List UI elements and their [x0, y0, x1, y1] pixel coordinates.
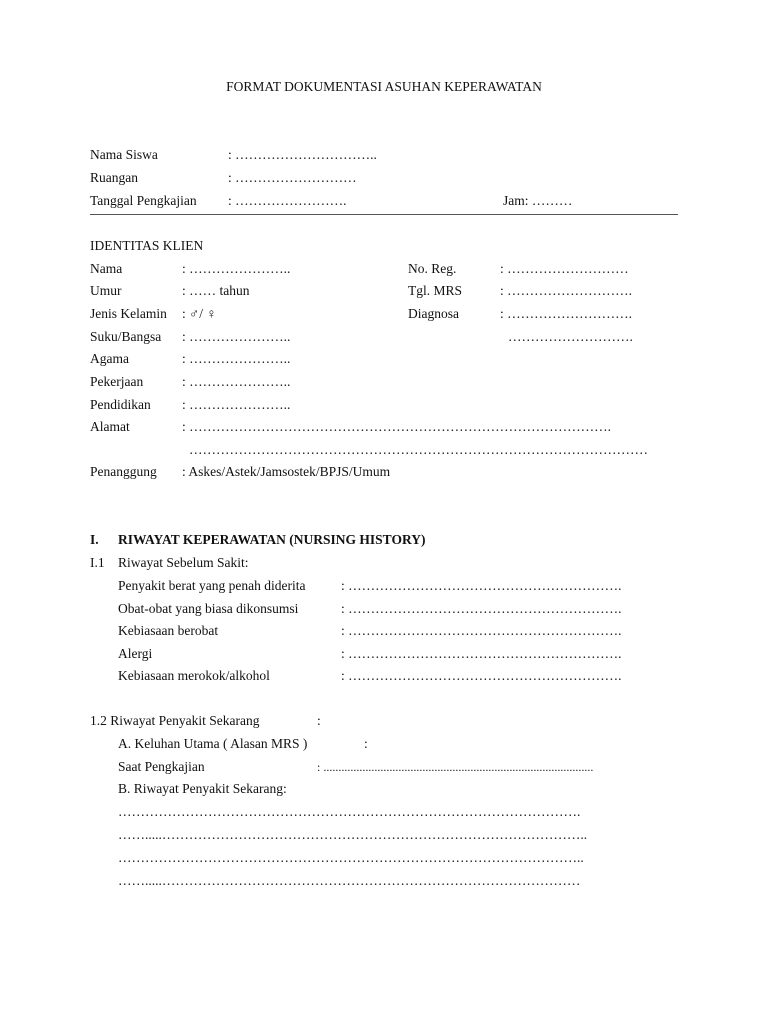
penyakit-berat-label: Penyakit berat yang penah diderita	[118, 578, 306, 593]
pekerjaan-label: Pekerjaan	[90, 374, 144, 389]
subsection-1-1-heading: Riwayat Sebelum Sakit:	[118, 555, 249, 570]
subsection-1-2-heading: 1.2 Riwayat Penyakit Sekarang	[90, 713, 260, 728]
pendidikan-label: Pendidikan	[90, 397, 151, 412]
alamat-label: Alamat	[90, 419, 130, 434]
nama-field[interactable]: : …………………..	[182, 261, 291, 276]
riwayat-penyakit-sekarang-label: B. Riwayat Penyakit Sekarang:	[118, 781, 287, 796]
riwayat-line-2[interactable]: …….....…………………………………………………………………………………..	[118, 827, 588, 842]
penanggung-field[interactable]: : Askes/Astek/Jamsostek/BPJS/Umum	[182, 464, 391, 479]
saat-pengkajian-field[interactable]: : ..........................................................................................	[317, 760, 594, 774]
section-1-heading: RIWAYAT KEPERAWATAN (NURSING HISTORY)	[118, 532, 426, 547]
jenis-kelamin-label: Jenis Kelamin	[90, 306, 167, 321]
nama-siswa-field[interactable]: : …………………………..	[228, 147, 377, 162]
nama-siswa-label: Nama Siswa	[90, 147, 158, 162]
jenis-kelamin-field[interactable]: : ♂/ ♀	[182, 306, 217, 321]
jam-field[interactable]: Jam: ………	[503, 193, 573, 208]
nama-label: Nama	[90, 261, 123, 276]
alamat-field[interactable]: : ………………………………………………………………………………….	[182, 419, 612, 434]
agama-label: Agama	[90, 351, 129, 366]
section-1-number: I.	[90, 532, 99, 547]
merokok-label: Kebiasaan merokok/alkohol	[118, 668, 270, 683]
riwayat-line-4[interactable]: …….....…………………………………………………………………………………	[118, 873, 581, 888]
kebiasaan-berobat-field[interactable]: : …………………………………………………….	[341, 623, 622, 638]
obat-field[interactable]: : …………………………………………………….	[341, 601, 622, 616]
tanggal-pengkajian-field[interactable]: : …………………….	[228, 193, 347, 208]
suku-bangsa-label: Suku/Bangsa	[90, 329, 162, 344]
alamat-field-line-2[interactable]: …………………………………………………………………………………………	[189, 442, 648, 457]
ruangan-label: Ruangan	[90, 170, 138, 185]
keluhan-utama-label: A. Keluhan Utama ( Alasan MRS )	[118, 736, 308, 751]
alergi-label: Alergi	[118, 646, 153, 661]
no-reg-label: No. Reg.	[408, 261, 457, 276]
umur-label: Umur	[90, 283, 122, 298]
identitas-heading: IDENTITAS KLIEN	[90, 238, 204, 253]
saat-pengkajian-label: Saat Pengkajian	[118, 759, 205, 774]
diagnosa-label: Diagnosa	[408, 306, 459, 321]
subsection-1-2-colon: :	[317, 713, 321, 728]
pendidikan-field[interactable]: : …………………..	[182, 397, 291, 412]
tgl-mrs-label: Tgl. MRS	[408, 283, 463, 298]
form-title: FORMAT DOKUMENTASI ASUHAN KEPERAWATAN	[226, 79, 542, 94]
alergi-field[interactable]: : …………………………………………………….	[341, 646, 622, 661]
keluhan-utama-colon: :	[364, 736, 368, 751]
riwayat-line-3[interactable]: …………………………………………………………………………………………..	[118, 850, 584, 865]
tanggal-pengkajian-label: Tanggal Pengkajian	[90, 193, 197, 208]
kebiasaan-berobat-label: Kebiasaan berobat	[118, 623, 219, 638]
penyakit-berat-field[interactable]: : …………………………………………………….	[341, 578, 622, 593]
penanggung-label: Penanggung	[90, 464, 157, 479]
obat-label: Obat-obat yang biasa dikonsumsi	[118, 601, 299, 616]
suku-bangsa-field[interactable]: : …………………..	[182, 329, 291, 344]
pekerjaan-field[interactable]: : …………………..	[182, 374, 291, 389]
header-divider	[90, 214, 678, 215]
umur-field[interactable]: : …… tahun	[182, 283, 250, 298]
diagnosa-continuation-field[interactable]: ……………………….	[508, 329, 633, 344]
agama-field[interactable]: : …………………..	[182, 351, 291, 366]
no-reg-field[interactable]: : ………………………	[500, 261, 629, 276]
tgl-mrs-field[interactable]: : ……………………….	[500, 283, 633, 298]
merokok-field[interactable]: : …………………………………………………….	[341, 668, 622, 683]
ruangan-field[interactable]: : ………………………	[228, 170, 357, 185]
riwayat-line-1[interactable]: ………………………………………………………………………………………….	[118, 804, 581, 819]
subsection-1-1-number: I.1	[90, 555, 105, 570]
diagnosa-field[interactable]: : ……………………….	[500, 306, 633, 321]
